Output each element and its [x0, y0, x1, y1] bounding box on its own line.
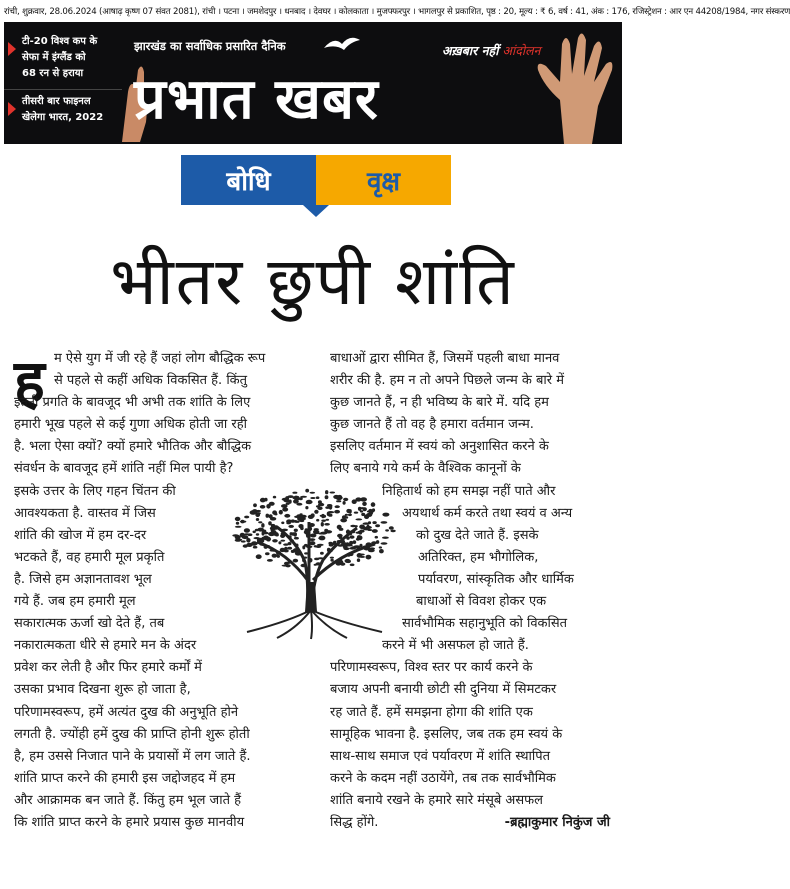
text-line: हमारी भूख पहले से कई गुणा अधिक होती जा रही: [14, 417, 247, 433]
bird-icon: [322, 34, 362, 54]
text-line: लगती है. ज्योंही हमें दुख की प्राप्ति होनी शुरू होती: [14, 726, 250, 742]
text-line: कुछ जानते हैं तो वह है हमारा वर्तमान जन्म.: [330, 417, 534, 433]
teaser-2[interactable]: [4, 94, 122, 144]
text-line: रह जाते हैं. हमें समझना होगा की शांति एक: [330, 704, 533, 720]
column-label: [181, 155, 451, 215]
column-label-right: वृक्ष: [316, 155, 451, 205]
masthead-title: प्रभात खबर: [134, 67, 379, 132]
text-line: शांति प्राप्त करने की हमारी इस जद्दोजहद में हम: [14, 770, 236, 786]
text-line: को दुख देते जाते हैं. इसके: [416, 527, 539, 543]
text-line: नकारात्मकता धीरे से हमारे मन के अंदर: [14, 638, 197, 654]
text-line: इतनी प्रगति के बावजूद भी अभी तक शांति के लिए: [14, 395, 251, 411]
text-line: सिद्ध होंगे. -ब्रह्माकुमार निकुंज जी: [330, 812, 610, 834]
text-line: उसका प्रभाव दिखना शुरू हो जाता है,: [14, 682, 191, 698]
chevron-right-icon: [8, 102, 16, 116]
text-line: करने में भी असफल हो जाते हैं.: [382, 638, 529, 654]
text-line: शांति बनाये रखने के हमारे सारे मंसूबे असफल: [330, 792, 543, 808]
text-line: सामूहिक भावना है. इसलिए, जब तक हम स्वयं के: [330, 726, 563, 742]
text-line: है. भला ऐसा क्यों? क्यों हमारे भौतिक और बौद्धिक: [14, 439, 252, 455]
text-line: गये हैं. जब हम हमारी मूल: [14, 594, 136, 610]
text-line: साथ-साथ समाज एवं पर्यावरण में शांति स्थापित: [330, 748, 551, 764]
text-line: लिए बनाये गये कर्म के वैश्विक कानूनों के: [330, 461, 521, 477]
text-line: बजाय अपनी बनायी छोटी सी दुनिया में सिमटकर: [330, 682, 557, 698]
masthead-banner: [4, 22, 622, 144]
teaser-2-line: तीसरी बार फाइनल: [22, 96, 91, 107]
text-line: प्रवेश कर लेती है और फिर हमारे कर्मों में: [14, 660, 202, 676]
text-line: संवर्धन के बावजूद हमें शांति नहीं मिल पायी है?: [14, 461, 234, 477]
text-line: करने के कदम नहीं उठायेंगे, तब तक सार्वभौमिक: [330, 770, 556, 786]
text-line: भटकते हैं, वह हमारी मूल प्रकृति: [14, 549, 165, 565]
text-line: बाधाओं द्वारा सीमित हैं, जिसमें पहली बाधा मानव: [330, 351, 560, 366]
text-line: अतिरिक्त, हम भौगोलिक,: [418, 549, 539, 565]
column-label-notch: [303, 205, 329, 217]
text-line: निहितार्थ को हम समझ नहीं पाते और: [382, 483, 556, 499]
slogan-part-a: अख़बार नहीं: [442, 43, 499, 58]
column-label-left: बोधि: [181, 155, 316, 205]
text-line: कि शांति प्राप्त करने के हमारे प्रयास कुछ मानवीय: [14, 814, 245, 830]
drop-cap: ह: [14, 347, 45, 415]
teaser-2-line: खेलेगा भारत, 2022: [22, 112, 104, 123]
text-line: है, हम उससे निजात पाने के प्रयासों में लग जाते हैं.: [14, 748, 251, 764]
dateline: रांची, शुक्रवार, 28.06.2024 (आषाढ़ कृष्ण 07 संवत 2081), रांची । पटना । जमशेदपुर । धनबाद । देवघर । कोलकाता । मुजफ्फरपुर । भागलपुर से प्रकाशित, पृष्ठ : 20, मूल्य : ₹ 6, वर्ष : 41, अंक : 176, रजिस्ट्रेशन : आर एन 44208/1984, नगर संस्करण: [4, 7, 790, 17]
teaser-1-line: टी-20 विश्व कप के: [22, 36, 98, 47]
tagline: झारखंड का सर्वाधिक प्रसारित दैनिक: [134, 39, 286, 53]
text-line: म ऐसे युग में जी रहे हैं जहां लोग बौद्धिक रूप: [54, 351, 266, 366]
slogan: [442, 42, 541, 59]
text-line: इसके उत्तर के लिए गहन चिंतन की: [14, 483, 176, 499]
text-line: शांति की खोज में हम दर-दर: [14, 527, 147, 543]
text-line: परिणामस्वरूप, विश्व स्तर पर कार्य करने के: [330, 660, 533, 676]
tree-icon: [227, 482, 402, 640]
text-line: अयथार्थ कर्म करते तथा स्वयं व अन्य: [402, 505, 573, 521]
text-line: पर्यावरण, सांस्कृतिक और धार्मिक: [418, 571, 574, 587]
teaser-1-line: 68 रन से हराया: [22, 68, 84, 79]
text-line: कुछ जानते हैं, न ही भविष्य के बारे में. यदि हम: [330, 395, 549, 411]
hand-icon: [534, 30, 622, 144]
chevron-right-icon: [8, 42, 16, 56]
text-line: सार्वभौमिक सहानुभूति को विकसित: [402, 616, 568, 632]
text-line: से पहले से कहीं अधिक विकसित हैं. किंतु: [54, 373, 248, 389]
text-line: इसलिए वर्तमान में स्वयं को अनुशासित करने के: [330, 439, 549, 455]
text-line: आवश्यकता है. वास्तव में जिस: [14, 505, 156, 521]
slogan-part-b: आंदोलन: [502, 43, 541, 58]
text-line: और आक्रामक बन जाते हैं. किंतु हम भूल जाते हैं: [14, 792, 242, 808]
text-line: परिणामस्वरूप, हमें अत्यंत दुख की अनुभूति होने: [14, 704, 239, 720]
text-line: सकारात्मक ऊर्जा खो देते हैं, तब: [14, 616, 165, 632]
teaser-1-line: सेफा में इंग्लैंड को: [22, 52, 86, 63]
article-headline: भीतर छुपी शांति: [110, 243, 516, 320]
text-line: बाधाओं से विवश होकर एक: [416, 594, 547, 610]
text-line: शरीर की है. हम न तो अपने पिछले जन्म के बारे में: [330, 373, 564, 389]
text-line: है. जिसे हम अज्ञानतावश भूल: [14, 571, 152, 587]
teaser-1[interactable]: [4, 34, 122, 90]
author-name: -ब्रह्माकुमार निकुंज जी: [504, 814, 610, 830]
